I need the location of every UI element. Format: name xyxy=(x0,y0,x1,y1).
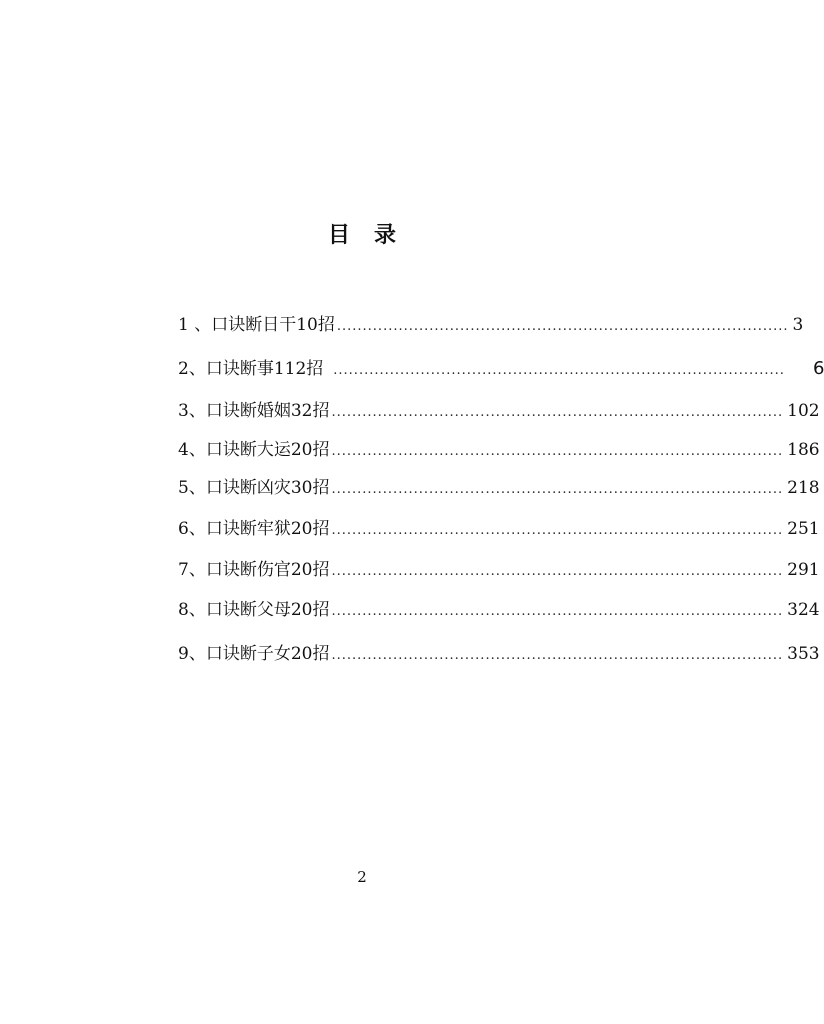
toc-entry[interactable] xyxy=(178,310,804,338)
toc-dot-leader: ........................................................................................ xyxy=(331,564,784,579)
toc-entry-title: 口诀断大运20招 xyxy=(205,440,330,460)
toc-entry-page: 353 xyxy=(787,644,820,664)
toc-dot-leader: ........................................................................................ xyxy=(331,482,784,497)
toc-entry[interactable] xyxy=(178,354,824,382)
toc-entry-number: 3、 xyxy=(178,401,206,421)
toc-entry-page: 251 xyxy=(787,519,820,539)
toc-entry-page: 186 xyxy=(787,440,820,460)
toc-entry-title: 口诀断婚姻32招 xyxy=(205,401,330,421)
toc-entry-title: 口诀断子女20招 xyxy=(205,644,330,664)
toc-entry-number: 2、 xyxy=(178,359,206,379)
toc-entry-number: 4、 xyxy=(178,440,206,460)
toc-entry[interactable] xyxy=(178,639,820,667)
toc-entry[interactable] xyxy=(178,473,820,501)
toc-dot-leader: ........................................................................................ xyxy=(333,363,785,378)
toc-entry-number: 9、 xyxy=(178,644,206,664)
toc-entry-page: 6 xyxy=(812,358,824,379)
toc-entry-title: 口诀断事112招 xyxy=(205,359,324,379)
toc-dot-leader: ........................................................................................ xyxy=(336,319,789,334)
toc-entry-number: 7、 xyxy=(178,560,206,580)
toc-entry-number: 5、 xyxy=(178,478,206,498)
toc-entry-number: 1 、 xyxy=(178,315,212,335)
toc-dot-leader: ........................................................................................ xyxy=(331,405,784,420)
toc-entry-title: 口诀断牢狱20招 xyxy=(205,519,330,539)
toc-entry-title: 口诀断伤官20招 xyxy=(205,560,330,580)
toc-dot-leader: ........................................................................................ xyxy=(331,523,784,538)
toc-entry-page: 3 xyxy=(792,315,804,335)
toc-entry-page: 324 xyxy=(787,600,820,620)
toc-entry-page: 102 xyxy=(787,401,820,421)
toc-entry[interactable] xyxy=(178,435,820,463)
toc-entry-page: 218 xyxy=(787,478,820,498)
toc-dot-leader: ........................................................................................ xyxy=(331,604,784,619)
toc-entry-page: 291 xyxy=(787,560,820,580)
toc-entry-title: 口诀断凶灾30招 xyxy=(205,478,330,498)
toc-entry[interactable] xyxy=(178,555,820,583)
toc-dot-leader: ........................................................................................ xyxy=(331,648,784,663)
toc-entry-number: 8、 xyxy=(178,600,206,620)
page-number: 2 xyxy=(357,868,367,886)
toc-dot-leader: ........................................................................................ xyxy=(331,444,784,459)
toc-entry[interactable] xyxy=(178,514,820,542)
toc-entry[interactable] xyxy=(178,595,820,623)
toc-title xyxy=(0,218,724,249)
toc-entry-number: 6、 xyxy=(178,519,206,539)
toc-title-part-2: 录 xyxy=(374,222,397,248)
toc-entry-title: 口诀断日干10招 xyxy=(211,315,335,335)
toc-entry[interactable] xyxy=(178,396,820,424)
toc-entry-title: 口诀断父母20招 xyxy=(205,600,330,620)
toc-title-part-1: 目 xyxy=(327,222,350,248)
